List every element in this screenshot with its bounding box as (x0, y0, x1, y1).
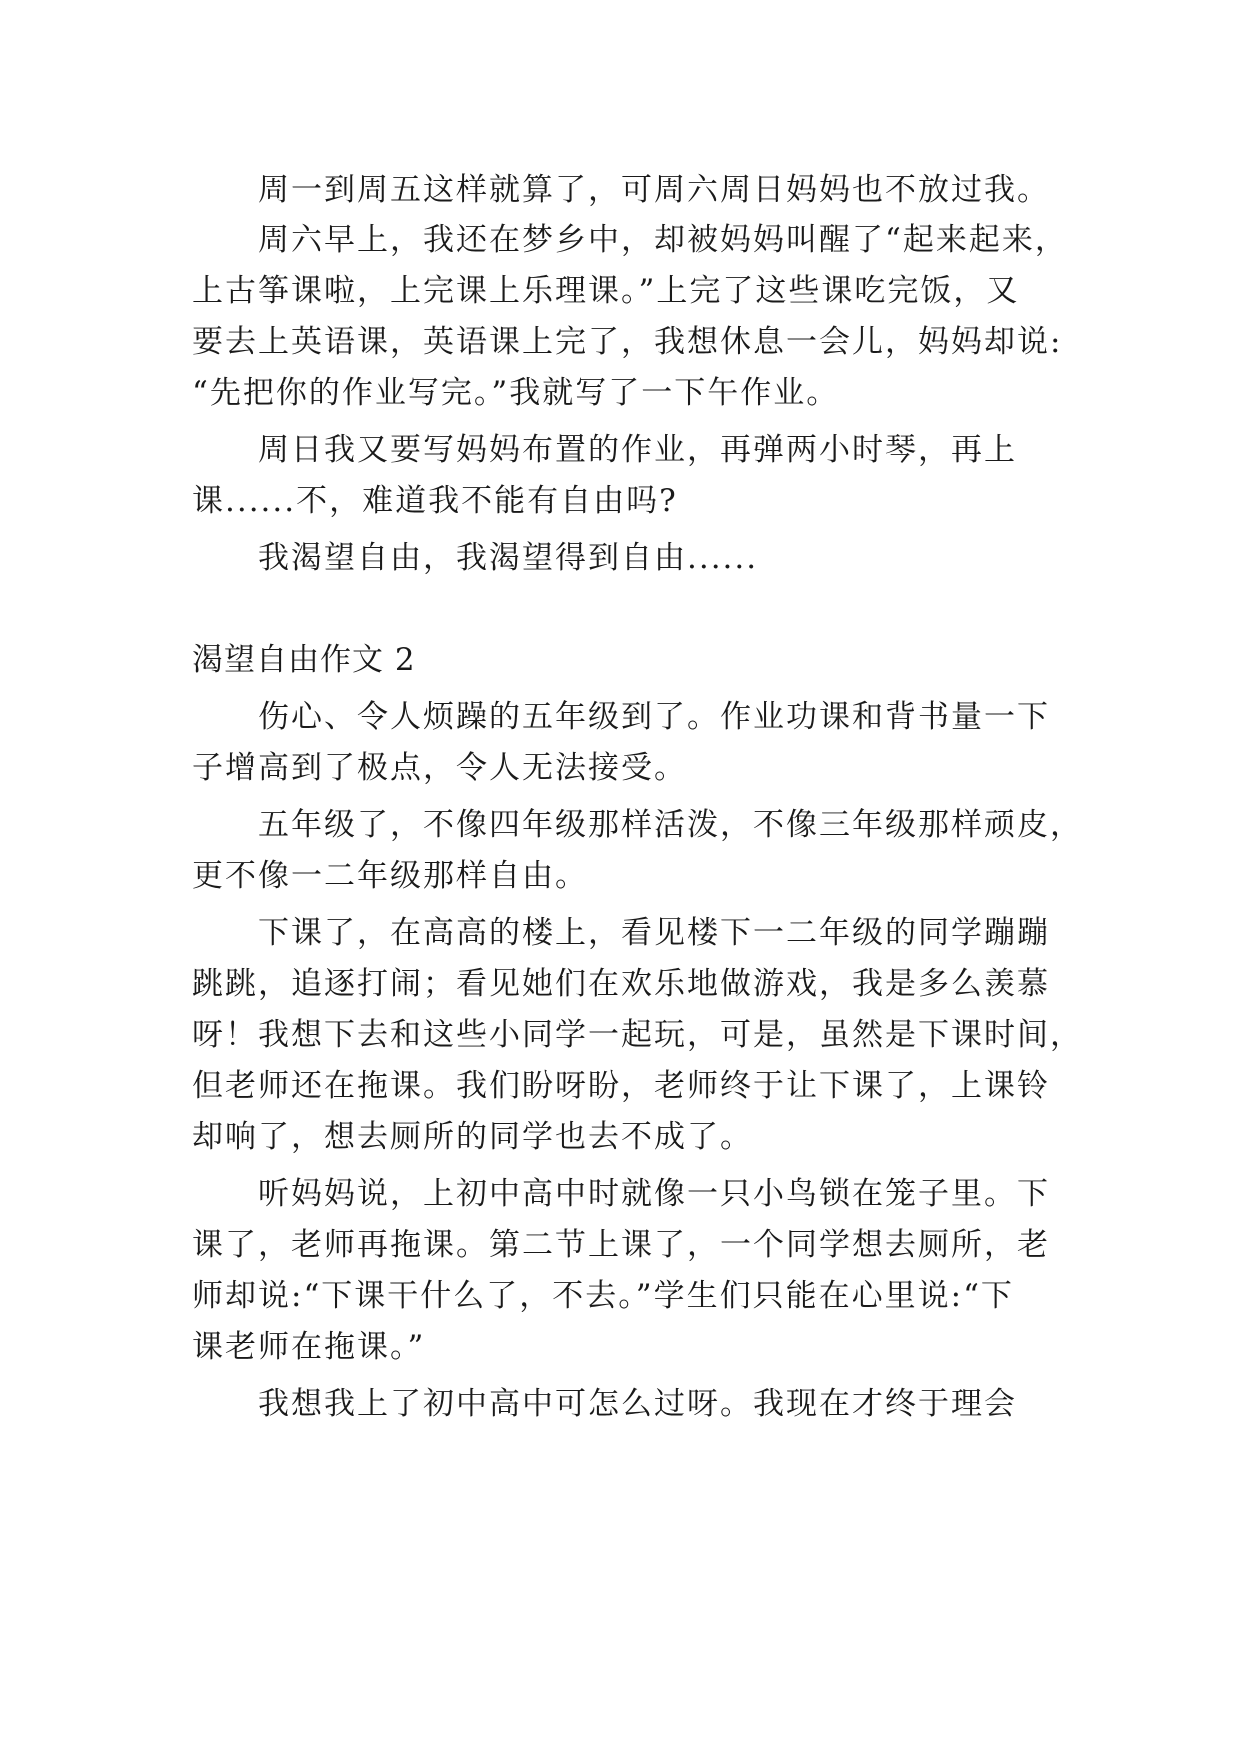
paragraph-line: 我渴望自由，我渴望得到自由...... (258, 540, 759, 576)
paragraph-line: 课......不，难道我不能有自由吗? (192, 483, 678, 519)
paragraph-line: 课老师在拖课。” (192, 1329, 426, 1365)
paragraph-line: 周六早上，我还在梦乡中，却被妈妈叫醒了“起来起来， (258, 222, 1068, 258)
paragraph-line: 却响了，想去厕所的同学也去不成了。 (192, 1119, 753, 1155)
paragraph-line: 要去上英语课，英语课上完了，我想休息一会儿，妈妈却说: (192, 324, 1063, 360)
paragraph-line: 周日我又要写妈妈布置的作业，再弹两小时琴，再上 (258, 432, 1017, 468)
paragraph-line: 呀！我想下去和这些小同学一起玩，可是，虽然是下课时间， (192, 1017, 1083, 1053)
paragraph-line: 下课了，在高高的楼上，看见楼下一二年级的同学蹦蹦 (258, 915, 1050, 951)
paragraph-line: “先把你的作业写完。”我就写了一下午作业。 (192, 375, 840, 411)
paragraph-line: 五年级了，不像四年级那样活泼，不像三年级那样顽皮， (258, 807, 1083, 843)
paragraph-line: 听妈妈说，上初中高中时就像一只小鸟锁在笼子里。下 (258, 1176, 1050, 1212)
paragraph-line: 伤心、令人烦躁的五年级到了。作业功课和背书量一下 (258, 699, 1050, 735)
paragraph-line: 但老师还在拖课。我们盼呀盼，老师终于让下课了，上课铃 (192, 1068, 1050, 1104)
paragraph-line: 周一到周五这样就算了，可周六周日妈妈也不放过我。 (258, 172, 1050, 208)
paragraph-line: 跳跳，追逐打闹；看见她们在欢乐地做游戏，我是多么羡慕 (192, 966, 1050, 1002)
paragraph-line: 上古筝课啦，上完课上乐理课。”上完了这些课吃完饭，又 (192, 273, 1020, 309)
paragraph-line: 我想我上了初中高中可怎么过呀。我现在才终于理会 (258, 1386, 1017, 1422)
paragraph-line: 子增高到了极点，令人无法接受。 (192, 750, 687, 786)
paragraph-line: 师却说:“下课干什么了，不去。”学生们只能在心里说:“下 (192, 1278, 1014, 1314)
essay-title: 渴望自由作文 2 (192, 642, 416, 678)
paragraph-line: 课了，老师再拖课。第二节上课了，一个同学想去厕所，老 (192, 1227, 1050, 1263)
paragraph-line: 更不像一二年级那样自由。 (192, 858, 588, 894)
